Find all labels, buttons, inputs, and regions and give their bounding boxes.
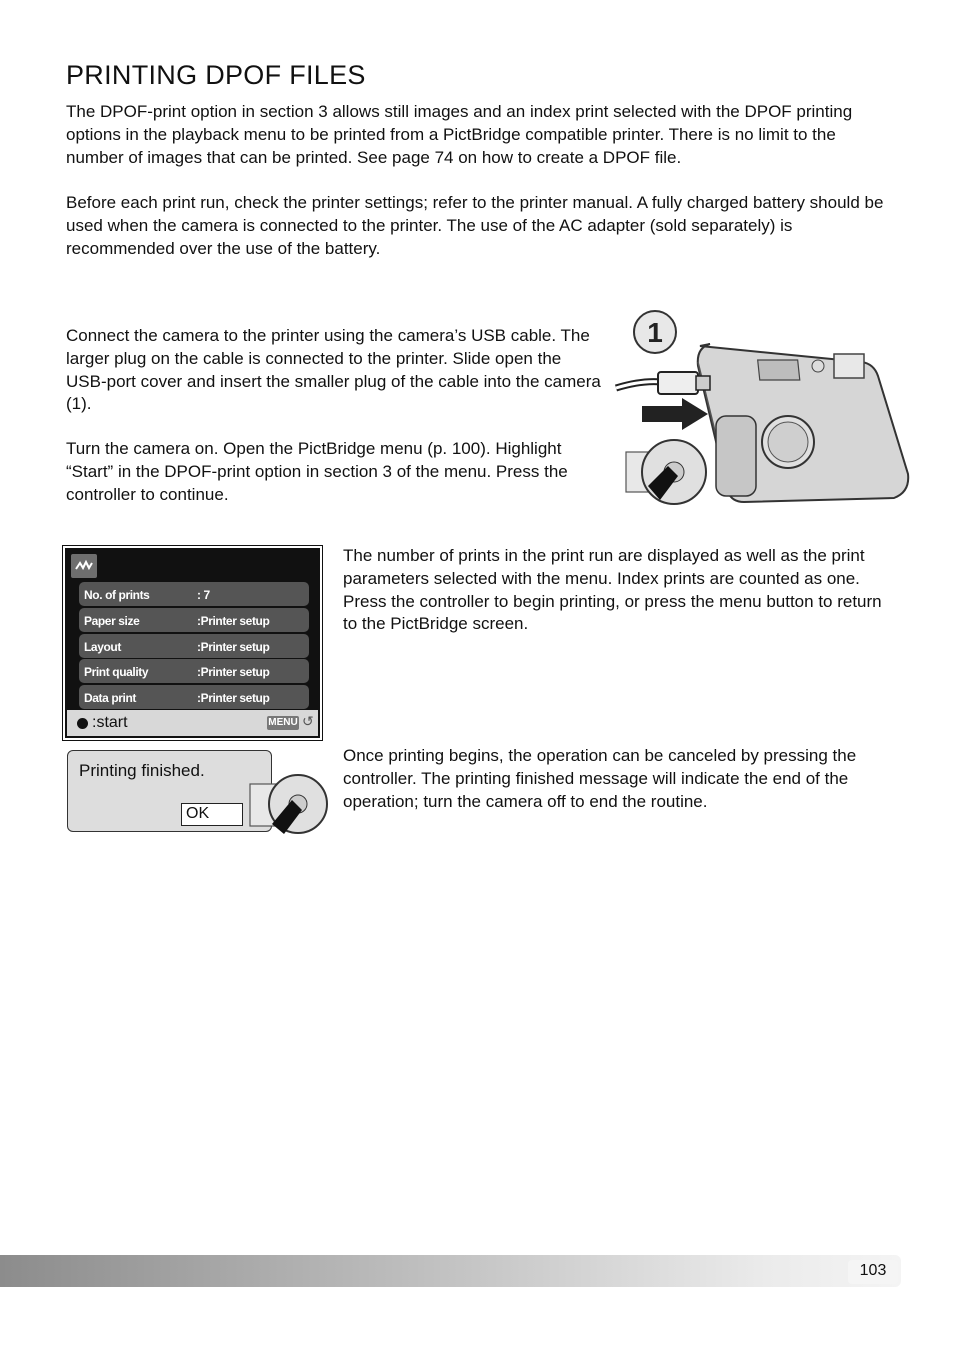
ok-button[interactable]: OK (181, 803, 243, 826)
return-icon: ↺ (302, 713, 314, 729)
start-hint: :start (92, 714, 128, 731)
controller-press-illustration (248, 772, 332, 836)
connect-paragraph: Connect the camera to the printer using the camera’s USB cable. The larger plug on the cable is connected to the printer. Slide open the USB-port cover and insert the smaller plug of the cable into the camera (1). (66, 326, 601, 414)
row-value: : 7 (197, 588, 210, 602)
cancel-paragraph: Once printing begins, the operation can be canceled by pressing the controller. The printing finished message will indicate the end of the operation; turn the camera off to end the routine. (343, 746, 857, 811)
row-label: No. of prints (84, 588, 150, 602)
printing-finished-dialog (67, 750, 272, 832)
row-label: Layout (84, 640, 121, 654)
row-label: Data print (84, 691, 137, 705)
menu-button-icon: MENU (268, 717, 298, 728)
print-confirmation-lcd (63, 546, 322, 740)
footer-gradient-bar (0, 1255, 901, 1287)
controller-dot-icon (77, 718, 88, 729)
camera-usb-illustration (612, 306, 912, 506)
row-value: :Printer setup (197, 614, 270, 628)
row-label: Paper size (84, 614, 140, 628)
page-number: 103 (848, 1260, 898, 1284)
row-value: :Printer setup (197, 665, 270, 679)
number-of-prints-paragraph: The number of prints in the print run are displayed as well as the print parameters selected with the menu. Index prints are counted as one. Press the controller to begin printing, or press the menu button to return to the PictBridge screen. (343, 546, 882, 634)
intro-paragraph-2: Before each print run, check the printer settings; refer to the printer manual. A fully charged battery should be used when the camera is connected to the printer. The use of the AC adapter (sold separately) is recommended over the use of the battery. (66, 193, 884, 258)
page-title: PRINTING DPOF FILES (66, 60, 366, 90)
menu-row-layout (79, 634, 309, 658)
lcd-footer (67, 710, 318, 736)
dialog-message: Printing finished. (79, 761, 205, 780)
step-number-text: 1 (647, 317, 663, 348)
menu-row-data-print (79, 685, 309, 709)
row-value: :Printer setup (197, 640, 270, 654)
menu-row-print-quality (79, 659, 309, 683)
menu-row-no-of-prints (79, 582, 309, 606)
pictbridge-tab-icon (71, 554, 97, 578)
turn-on-paragraph: Turn the camera on. Open the PictBridge menu (p. 100). Highlight “Start” in the DPOF-print option in section 3 of the menu. Press the controller to continue. (66, 439, 568, 504)
menu-row-paper-size (79, 608, 309, 632)
intro-paragraph-1: The DPOF-print option in section 3 allows still images and an index print selected with the DPOF printing options in the playback menu to be printed from a PictBridge compatible printer. There is no limit to the number of images that can be printed. See page 74 on how to create a DPOF file. (66, 102, 853, 167)
row-value: :Printer setup (197, 691, 270, 705)
row-label: Print quality (84, 665, 149, 679)
